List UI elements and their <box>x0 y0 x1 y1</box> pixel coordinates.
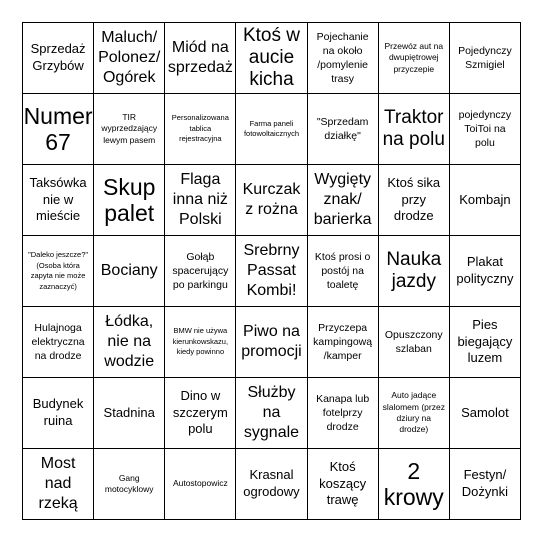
bingo-cell[interactable] <box>450 94 521 165</box>
bingo-cell-label: Kombajn <box>459 191 511 207</box>
bingo-cell-label: Farma paneli fotowoltaicznych <box>243 118 299 138</box>
bingo-cell[interactable] <box>94 378 165 449</box>
bingo-cell-label: Stadnina <box>103 404 155 420</box>
bingo-cell[interactable] <box>379 449 450 520</box>
bingo-cell[interactable] <box>308 449 379 520</box>
bingo-cell[interactable] <box>450 449 521 520</box>
bingo-cell[interactable] <box>165 23 236 94</box>
bingo-cell-label: 2 krowy <box>383 457 444 510</box>
bingo-cell-label: Gang motocyklowy <box>104 472 154 494</box>
bingo-cell-label: Autostopowicz <box>172 478 228 489</box>
bingo-cell-label: pojedynczy ToiToi na polu <box>458 108 512 150</box>
bingo-cell[interactable] <box>379 307 450 378</box>
bingo-cell-label: Przewóz aut na dwupiętrowej przyczepie <box>384 40 444 74</box>
bingo-cell-label: Traktor na polu <box>382 107 445 150</box>
bingo-cell-label: "Sprzedam działkę" <box>316 115 369 142</box>
bingo-cell-label: Taksówka nie w mieście <box>29 174 87 224</box>
bingo-cell[interactable] <box>450 165 521 236</box>
bingo-cell-label: Opuszczony szlaban <box>384 328 443 355</box>
bingo-cell-label: Budynek ruina <box>32 396 84 428</box>
bingo-cell-label: Służby na sygnale <box>243 384 300 441</box>
bingo-cell[interactable] <box>450 378 521 449</box>
bingo-cell[interactable] <box>450 307 521 378</box>
bingo-cell-label: Kurczak z rożna <box>242 181 301 218</box>
bingo-cell[interactable] <box>379 94 450 165</box>
bingo-cell-label: Personalizowana tablica rejestracyjna <box>171 113 229 144</box>
bingo-cell-label: TIR wyprzedzający lewym pasem <box>101 111 158 145</box>
bingo-cell[interactable] <box>308 165 379 236</box>
bingo-cell-label: Pojechanie na około /pomylenie trasy <box>316 30 369 86</box>
bingo-cell[interactable] <box>165 307 236 378</box>
bingo-cell-label: BMW nie używa kierunkowskazu, kiedy powinno <box>172 326 229 357</box>
bingo-cell[interactable] <box>23 236 94 307</box>
bingo-cell-label: Maluch/ Polonez/ Ogórek <box>98 29 161 86</box>
bingo-cell-label: Srebrny Passat Kombi! <box>243 242 300 299</box>
bingo-cell-label: Dino w szczerym polu <box>172 387 228 437</box>
bingo-cell-label: Przyczepa kampingową /kamper <box>313 321 373 363</box>
bingo-cell-label: Festyn/ Dożynki <box>461 467 509 499</box>
bingo-cell[interactable] <box>23 94 94 165</box>
bingo-cell[interactable] <box>165 165 236 236</box>
bingo-cell-label: Ktoś w aucie kicha <box>242 25 300 90</box>
bingo-cell[interactable] <box>236 236 307 307</box>
bingo-cell-label: Łódka, nie na wodzie <box>104 313 155 370</box>
bingo-cell[interactable] <box>308 23 379 94</box>
bingo-cell[interactable] <box>236 23 307 94</box>
bingo-cell-label: "Daleko jeszcze?"(Osoba która zapyta nie może zaznaczyć) <box>28 250 89 291</box>
bingo-cell[interactable] <box>236 449 307 520</box>
bingo-cell[interactable] <box>94 236 165 307</box>
bingo-cell-label: Ktoś sika przy drodze <box>387 174 441 224</box>
bingo-cell[interactable] <box>236 94 307 165</box>
bingo-cell[interactable] <box>450 236 521 307</box>
bingo-cell[interactable] <box>94 449 165 520</box>
bingo-cell-label: Bociany <box>100 262 158 279</box>
bingo-cell-label: Hulajnoga elektryczna na drodze <box>31 321 85 363</box>
bingo-cell[interactable] <box>94 165 165 236</box>
bingo-cell[interactable] <box>308 378 379 449</box>
bingo-cell-label: Ktoś prosi o postój na toaletę <box>314 250 371 292</box>
bingo-cell-label: Pies biegający luzem <box>457 316 513 366</box>
bingo-cell-label: Wygięty znak/ barierka <box>313 171 372 228</box>
bingo-cell[interactable] <box>379 378 450 449</box>
bingo-cell-label: Numer 67 <box>23 102 93 155</box>
bingo-cell-label: Miód na sprzedaż <box>167 39 233 76</box>
bingo-cell-label: Ktoś koszący trawę <box>319 458 367 508</box>
bingo-cell-label: Skup palet <box>102 173 156 226</box>
bingo-cell-label: Flaga inna niż Polski <box>172 171 228 228</box>
bingo-cell[interactable] <box>23 449 94 520</box>
bingo-cell[interactable] <box>165 236 236 307</box>
bingo-cell[interactable] <box>165 94 236 165</box>
bingo-cell[interactable] <box>308 307 379 378</box>
bingo-cell-label: Sprzedaż Grzybów <box>30 41 86 73</box>
bingo-cell[interactable] <box>379 23 450 94</box>
bingo-cell[interactable] <box>23 378 94 449</box>
bingo-cell-label: Most nad rzeką <box>38 455 78 512</box>
bingo-cell[interactable] <box>165 449 236 520</box>
bingo-cell[interactable] <box>450 23 521 94</box>
bingo-cell[interactable] <box>94 23 165 94</box>
bingo-cell[interactable] <box>94 307 165 378</box>
bingo-cell[interactable] <box>94 94 165 165</box>
bingo-cell-label: Piwo na promocji <box>241 323 302 360</box>
bingo-cell[interactable] <box>379 165 450 236</box>
bingo-cell-label: Pojedynczy Szmigiel <box>458 44 512 71</box>
bingo-cell-label: Krasnal ogrodowy <box>243 467 300 499</box>
bingo-cell-label: Plakat polityczny <box>456 254 514 286</box>
bingo-cell[interactable] <box>23 307 94 378</box>
bingo-cell-label: Gołąb spacerujący po parkingu <box>172 250 229 292</box>
bingo-board <box>22 22 521 520</box>
bingo-cell[interactable] <box>165 378 236 449</box>
bingo-cell[interactable] <box>236 165 307 236</box>
bingo-cell[interactable] <box>23 23 94 94</box>
bingo-cell[interactable] <box>379 236 450 307</box>
bingo-cell[interactable] <box>308 236 379 307</box>
bingo-cell-label: Samolot <box>461 404 509 420</box>
bingo-cell[interactable] <box>236 378 307 449</box>
bingo-cell[interactable] <box>308 94 379 165</box>
bingo-cell-label: Kanapa lub fotelprzy drodze <box>316 392 370 434</box>
bingo-cell[interactable] <box>236 307 307 378</box>
bingo-cell-label: Auto jadące slalomem (przez dziury na drodze) <box>382 390 445 435</box>
bingo-cell-label: Nauka jazdy <box>386 249 442 292</box>
bingo-cell[interactable] <box>23 165 94 236</box>
